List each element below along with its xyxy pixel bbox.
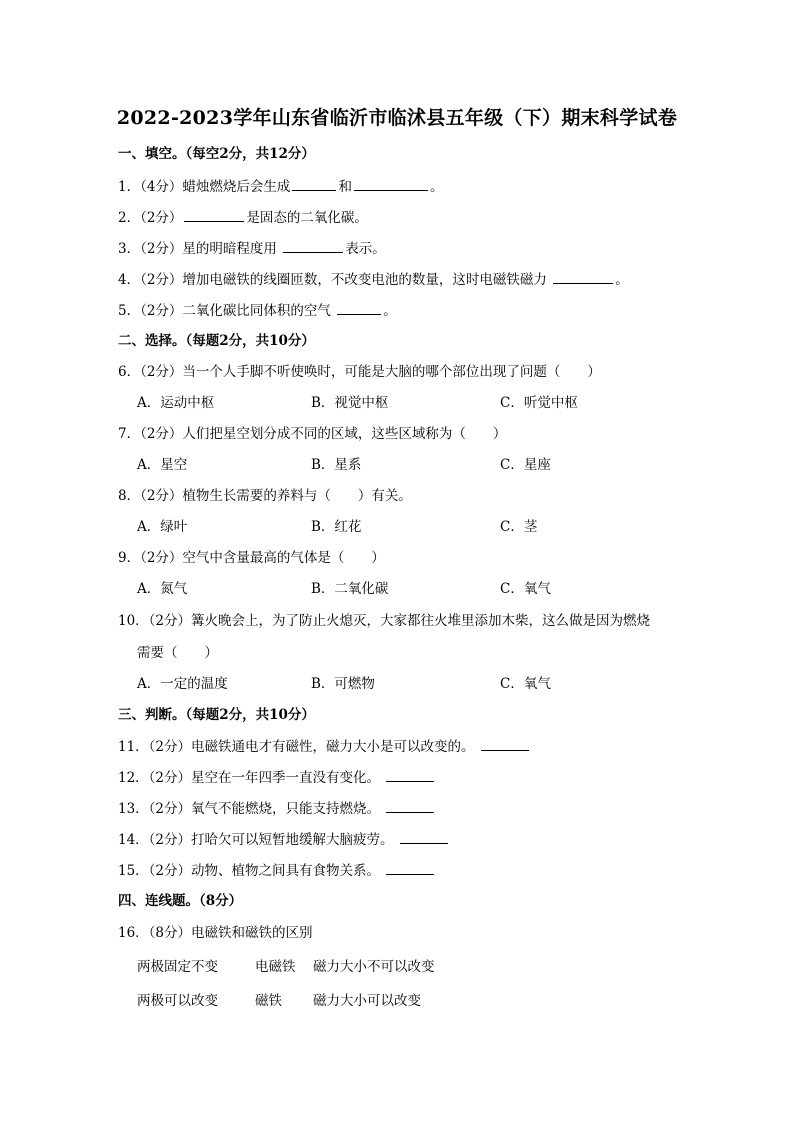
q6-option-b[interactable]: B．视觉中枢 [311, 395, 389, 411]
question-4 [118, 270, 629, 289]
q3-blank[interactable] [283, 239, 343, 253]
q8-option-b[interactable]: B．红花 [311, 519, 362, 535]
match-middle-2[interactable]: 磁铁 [255, 993, 282, 1009]
question-8: 8．（2分）植物生长需要的养料与（ ）有关。 [118, 488, 412, 504]
q1-and: 和 [338, 179, 352, 195]
q8-option-a[interactable]: A．绿叶 [137, 519, 188, 535]
q4-blank[interactable] [553, 270, 613, 284]
q9-option-b[interactable]: B．二氧化碳 [311, 581, 389, 597]
q12-text: 12．（2分）星空在一年四季一直没有变化。 [118, 770, 385, 786]
q7-option-a[interactable]: A．星空 [137, 457, 188, 473]
match-right-1[interactable]: 磁力大小不可以改变 [313, 959, 435, 975]
question-1 [118, 177, 443, 196]
section-fill-heading: 一、填空。（每空2分，共12分） [118, 146, 315, 162]
q1-blank-1[interactable] [292, 177, 336, 191]
q5-text: 5．（2分）二氧化碳比同体积的空气 [118, 303, 336, 319]
q5-end: 。 [383, 303, 397, 319]
question-5 [118, 301, 397, 320]
q10-option-a[interactable]: A．一定的温度 [137, 676, 228, 692]
q7-option-c[interactable]: C．星座 [500, 457, 551, 473]
question-12 [118, 768, 436, 787]
q4-end: 。 [615, 272, 629, 288]
q6-option-a[interactable]: A．运动中枢 [137, 395, 215, 411]
match-right-2[interactable]: 磁力大小可以改变 [313, 993, 421, 1009]
q8-option-c[interactable]: C．茎 [500, 519, 538, 535]
q10-option-c[interactable]: C．氧气 [500, 676, 551, 692]
q14-text: 14．（2分）打哈欠可以短暂地缓解大脑疲劳。 [118, 832, 398, 848]
q13-text: 13．（2分）氧气不能燃烧，只能支持燃烧。 [118, 801, 385, 817]
q3-text: 3．（2分）星的明暗程度用 [118, 241, 282, 257]
match-left-1[interactable]: 两极固定不变 [137, 959, 218, 975]
q11-text: 11．（2分）电磁铁通电才有磁性，磁力大小是可以改变的。 [118, 739, 479, 755]
q2-text: 是固态的二氧化碳。 [246, 210, 368, 226]
question-14 [118, 830, 450, 849]
question-10-line-2: 需要（ ） [137, 645, 218, 661]
q15-blank[interactable] [386, 861, 434, 875]
question-7: 7．（2分）人们把星空划分成不同的区域，这些区域称为（ ） [118, 426, 507, 442]
q12-blank[interactable] [386, 768, 434, 782]
question-9: 9．（2分）空气中含量最高的气体是（ ） [118, 550, 385, 566]
q7-option-b[interactable]: B．星系 [311, 457, 362, 473]
q1-text: 1．（4分）蜡烛燃烧后会生成 [118, 179, 291, 195]
question-11 [118, 737, 531, 756]
section-judge-heading: 三、判断。（每题2分，共10分） [118, 707, 315, 723]
q15-text: 15．（2分）动物、植物之间具有食物关系。 [118, 863, 385, 879]
question-6: 6．（2分）当一个人手脚不听使唤时，可能是大脑的哪个部位出现了问题（ ） [118, 364, 601, 380]
q6-option-c[interactable]: C．听觉中枢 [500, 395, 578, 411]
q5-blank[interactable] [337, 301, 381, 315]
q2-num: 2．（2分） [118, 210, 183, 226]
question-13 [118, 799, 436, 818]
section-match-heading: 四、连线题。（8分） [118, 893, 243, 909]
q4-text: 4．（2分）增加电磁铁的线圈匝数，不改变电池的数量，这时电磁铁磁力 [118, 272, 552, 288]
section-choice-heading: 二、选择。（每题2分，共10分） [118, 333, 315, 349]
q2-blank[interactable] [184, 208, 244, 222]
match-left-2[interactable]: 两极可以改变 [137, 993, 218, 1009]
q13-blank[interactable] [386, 799, 434, 813]
q1-blank-2[interactable] [354, 177, 428, 191]
question-16: 16．（8分）电磁铁和磁铁的区别 [118, 925, 313, 941]
question-10-line-1: 10．（2分）篝火晚会上，为了防止火熄灭，大家都往火堆里添加木柴，这么做是因为燃烧 [118, 613, 651, 629]
question-2 [118, 208, 368, 227]
q1-end: 。 [429, 179, 444, 195]
q9-option-a[interactable]: A．氮气 [137, 581, 188, 597]
q10-option-b[interactable]: B．可燃物 [311, 676, 375, 692]
q9-option-c[interactable]: C．氧气 [500, 581, 551, 597]
match-middle-1[interactable]: 电磁铁 [255, 959, 296, 975]
question-3 [118, 239, 386, 258]
q14-blank[interactable] [400, 830, 448, 844]
page-title: 2022-2023学年山东省临沂市临沭县五年级（下）期末科学试卷 [116, 107, 678, 129]
question-15 [118, 861, 436, 880]
q3-end: 表示。 [345, 241, 386, 257]
q11-blank[interactable] [481, 737, 529, 751]
